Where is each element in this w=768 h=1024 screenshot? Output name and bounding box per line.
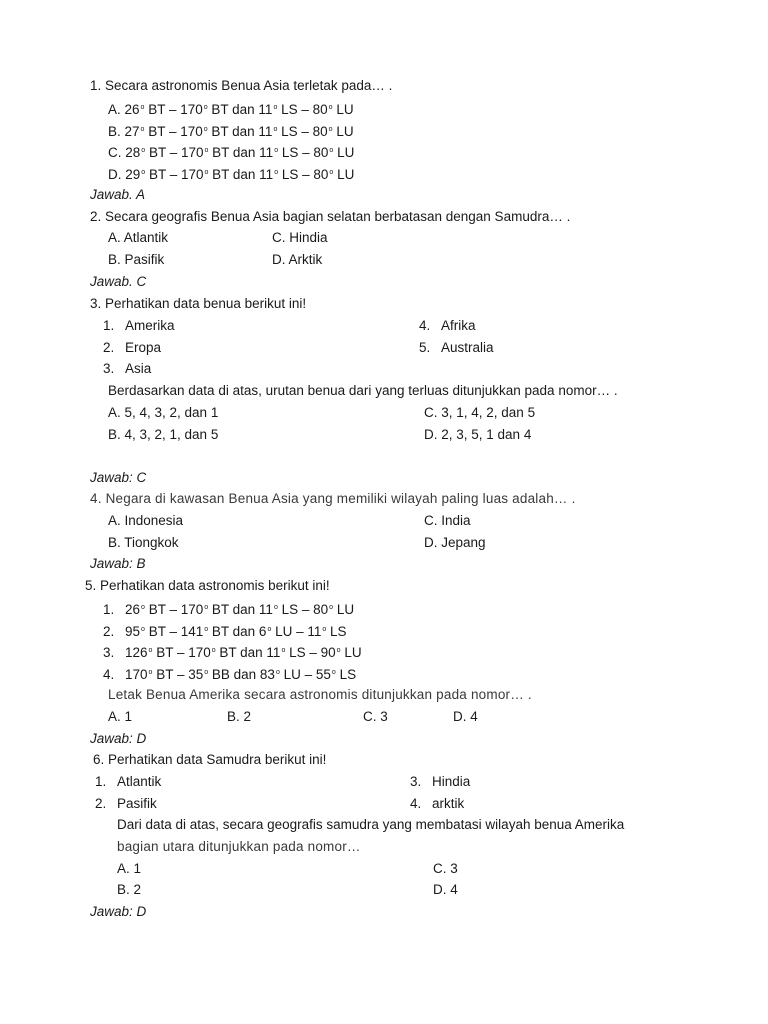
question-2-option-c: C. Hindia [272,230,328,245]
degree-symbol: o [331,669,336,676]
question-4-option-a: A. Indonesia [108,513,184,528]
question-1-option-c: C. 28$^o$ BT – 170$^o$ BT dan 11$^o$ LS – 80$^o$ LU [108,145,355,160]
degree-symbol: o [329,604,334,611]
question-1-option-d: D. 29$^o$ BT – 170$^o$ BT dan 11$^o$ LS – 80$^o$ LU [108,167,355,182]
degree-symbol: o [141,169,146,176]
question-5-item-4: 4. 170$^o$ BT – 35$^o$ BB dan 83$^o$ LU – 55$^o$ LS [103,667,357,682]
degree-symbol: o [274,147,279,154]
question-6-option-a: A. 1 [117,861,142,876]
degree-symbol: o [322,626,327,633]
question-4-option-b: B. Tiongkok [108,535,179,550]
question-2-option-d: D. Arktik [272,252,323,267]
question-6-list-item-2: 2. Pasifik [95,796,157,811]
question-4-answer: Jawab: B [90,556,146,571]
question-3-option-d: D. 2, 3, 5, 1 dan 4 [424,427,532,442]
degree-symbol: o [328,126,333,133]
degree-symbol: o [281,647,286,654]
degree-symbol: o [204,604,209,611]
question-4-option-d: D. Jepang [424,535,486,550]
question-5-option-a: A. 1 [108,709,133,724]
question-3: 3. Perhatikan data benua berikut ini! [90,296,307,311]
degree-symbol: o [204,147,209,154]
question-6-list-item-1: 1. Atlantik [95,774,162,789]
degree-symbol: o [267,626,272,633]
question-1-option-b: B. 27$^o$ BT – 170$^o$ BT dan 11$^o$ LS – 80$^o$ LU [108,124,354,139]
question-3-list-item-5: 5. Australia [419,340,494,355]
degree-symbol: o [328,104,333,111]
question-3-list-item-1: 1. Amerika [103,318,175,333]
question-2 [90,209,570,225]
question-2-option-a: A. Atlantik [108,230,169,245]
degree-symbol: o [275,669,280,676]
degree-symbol: o [273,126,278,133]
question-2-option-b: B. Pasifik [108,252,165,267]
degree-symbol: o [141,147,146,154]
question-6-option-d: D. 4 [433,882,458,897]
question-5-item-2: 2. 95$^o$ BT – 141$^o$ BT dan 6$^o$ LU – 11$^o$ LS [103,624,347,639]
degree-symbol: o [204,169,209,176]
degree-symbol: o [204,626,209,633]
degree-symbol: o [140,126,145,133]
question-6-option-b: B. 2 [117,882,142,897]
question-6-answer: Jawab: D [90,904,147,919]
degree-symbol: o [211,647,216,654]
degree-symbol: o [273,604,278,611]
question-3-stem: Berdasarkan data di atas, urutan benua dari yang terluas ditunjukkan pada nomor… . [108,383,618,398]
degree-symbol: o [273,104,278,111]
degree-symbol: o [204,669,209,676]
degree-symbol: o [148,669,153,676]
degree-symbol: o [329,169,334,176]
question-1-option-a: A. 26$^o$ BT – 170$^o$ BT dan 11$^o$ LS – 80$^o$ LU [108,102,354,117]
degree-symbol: o [203,104,208,111]
question-1 [90,78,392,94]
question-5: 5. Perhatikan data astronomis berikut ini! [85,578,330,593]
question-6-list-item-4: 4. arktik [410,796,465,811]
question-2-text-b: selatan berbatasan dengan Samudra… . [323,209,571,224]
question-4-option-c: C. India [424,513,471,528]
question-6: 6. Perhatikan data Samudra berikut ini! [93,752,327,767]
question-6-list-item-3: 3. Hindia [410,774,471,789]
question-3-list-item-2: 2. Eropa [103,340,162,355]
question-5-option-b: B. 2 [227,709,252,724]
question-2-text-a: 2. Secara geografis Benua Asia bagian [90,209,324,224]
degree-symbol: o [141,626,145,633]
question-1-text: 1. Secara astronomis Benua Asia terletak pada… . [90,78,393,93]
question-4: 4. Negara di kawasan Benua Asia yang memiliki wilayah paling luas adalah… . [90,491,576,506]
degree-symbol: o [148,647,153,654]
question-5-answer: Jawab: D [90,731,147,746]
question-2-answer: Jawab. C [90,274,147,289]
question-3-option-b: B. 4, 3, 2, 1, dan 5 [108,427,219,442]
question-6-stem-line-1: Dari data di atas, secara geografis samudra yang membatasi wilayah benua Amerika [117,817,625,832]
question-6-option-c: C. 3 [433,861,458,876]
degree-symbol: o [336,647,341,654]
question-1-answer: Jawab. A [90,187,146,202]
question-3-answer: Jawab: C [90,470,147,485]
question-5-item-1: 1. 26$^o$ BT – 170$^o$ BT dan 11$^o$ LS – 80$^o$ LU [103,602,355,617]
question-3-option-c: C. 3, 1, 4, 2, dan 5 [424,405,536,420]
question-3-option-a: A. 5, 4, 3, 2, dan 1 [108,405,219,420]
degree-symbol: o [141,604,145,611]
question-3-list-item-3: 3. Asia [103,361,152,376]
question-6-stem-line-2: bagian utara ditunjukkan pada nomor… [117,839,361,854]
question-5-option-d: D. 4 [453,709,478,724]
question-5-item-3: 3. 126$^o$ BT – 170$^o$ BT dan 11$^o$ LS – 90$^o$ LU [103,645,362,660]
question-5-stem: Letak Benua Amerika secara astronomis ditunjukkan pada nomor… . [108,687,532,702]
degree-symbol: o [274,169,279,176]
degree-symbol: o [203,126,208,133]
degree-symbol: o [140,104,145,111]
question-5-option-c: C. 3 [363,709,388,724]
degree-symbol: o [329,147,334,154]
question-3-list-item-4: 4. Afrika [419,318,476,333]
